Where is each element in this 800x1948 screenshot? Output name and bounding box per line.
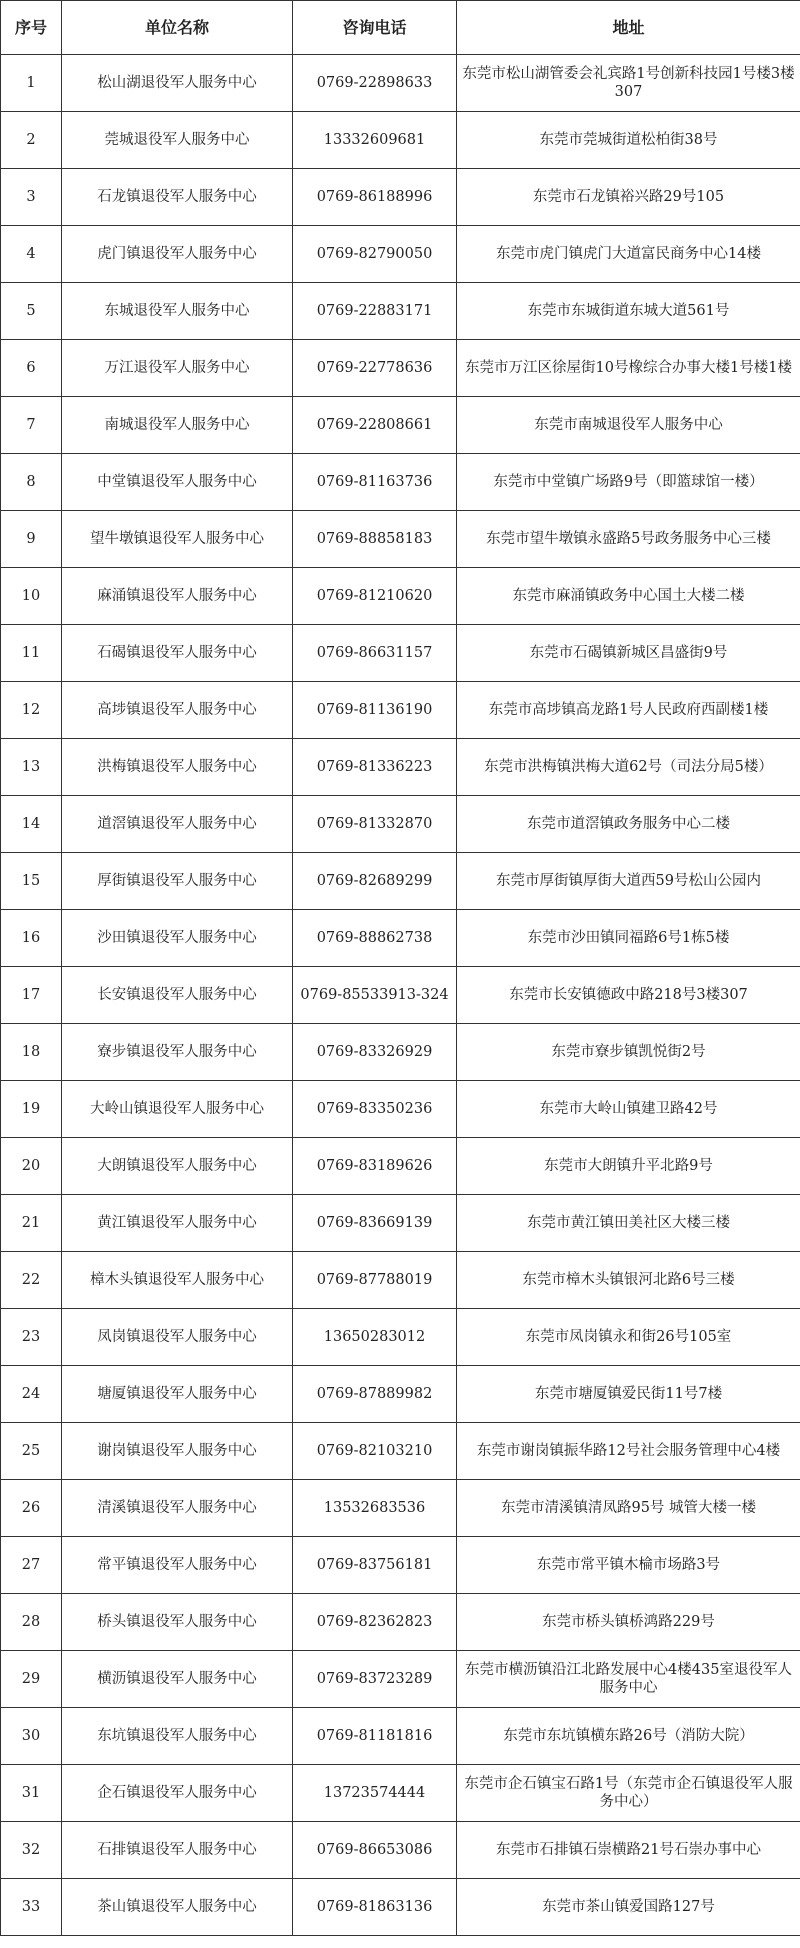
cell-unit-name: 清溪镇退役军人服务中心 <box>62 1480 293 1537</box>
cell-unit-name: 莞城退役军人服务中心 <box>62 112 293 169</box>
cell-index: 8 <box>1 454 62 511</box>
cell-index: 15 <box>1 853 62 910</box>
cell-phone: 0769-81336223 <box>293 739 457 796</box>
cell-address: 东莞市望牛墩镇永盛路5号政务服务中心三楼 <box>457 511 800 568</box>
cell-index: 3 <box>1 169 62 226</box>
table-row <box>1 1195 800 1252</box>
cell-phone: 0769-22778636 <box>293 340 457 397</box>
cell-unit-name: 沙田镇退役军人服务中心 <box>62 910 293 967</box>
cell-address: 东莞市大岭山镇建卫路42号 <box>457 1081 800 1138</box>
cell-unit-name: 寮步镇退役军人服务中心 <box>62 1024 293 1081</box>
cell-address: 东莞市茶山镇爱国路127号 <box>457 1879 800 1936</box>
cell-address: 东莞市大朗镇升平北路9号 <box>457 1138 800 1195</box>
cell-unit-name: 万江退役军人服务中心 <box>62 340 293 397</box>
cell-unit-name: 石碣镇退役军人服务中心 <box>62 625 293 682</box>
cell-address: 东莞市石排镇石崇横路21号石崇办事中心 <box>457 1822 800 1879</box>
header-phone: 咨询电话 <box>293 1 457 55</box>
cell-address: 东莞市莞城街道松柏街38号 <box>457 112 800 169</box>
cell-index: 10 <box>1 568 62 625</box>
cell-address: 东莞市虎门镇虎门大道富民商务中心14楼 <box>457 226 800 283</box>
cell-phone: 0769-83669139 <box>293 1195 457 1252</box>
cell-unit-name: 南城退役军人服务中心 <box>62 397 293 454</box>
cell-address: 东莞市桥头镇桥鸿路229号 <box>457 1594 800 1651</box>
table-row <box>1 169 800 226</box>
table-row <box>1 55 800 112</box>
table-row <box>1 340 800 397</box>
table-row <box>1 1765 800 1822</box>
table-row <box>1 967 800 1024</box>
cell-index: 2 <box>1 112 62 169</box>
table-row <box>1 739 800 796</box>
table-row <box>1 1651 800 1708</box>
table-row <box>1 454 800 511</box>
table-row <box>1 796 800 853</box>
cell-index: 25 <box>1 1423 62 1480</box>
cell-address: 东莞市樟木头镇银河北路6号三楼 <box>457 1252 800 1309</box>
cell-address: 东莞市沙田镇同福路6号1栋5楼 <box>457 910 800 967</box>
cell-unit-name: 石龙镇退役军人服务中心 <box>62 169 293 226</box>
cell-phone: 0769-22898633 <box>293 55 457 112</box>
cell-address: 东莞市洪梅镇洪梅大道62号（司法分局5楼） <box>457 739 800 796</box>
table-row <box>1 1252 800 1309</box>
cell-address: 东莞市横沥镇沿江北路发展中心4楼435室退役军人服务中心 <box>457 1651 800 1708</box>
cell-unit-name: 企石镇退役军人服务中心 <box>62 1765 293 1822</box>
cell-phone: 0769-88858183 <box>293 511 457 568</box>
cell-index: 11 <box>1 625 62 682</box>
cell-address: 东莞市麻涌镇政务中心国土大楼二楼 <box>457 568 800 625</box>
cell-index: 13 <box>1 739 62 796</box>
cell-phone: 0769-85533913-324 <box>293 967 457 1024</box>
cell-unit-name: 石排镇退役军人服务中心 <box>62 1822 293 1879</box>
cell-phone: 0769-87889982 <box>293 1366 457 1423</box>
cell-index: 27 <box>1 1537 62 1594</box>
cell-index: 16 <box>1 910 62 967</box>
cell-index: 6 <box>1 340 62 397</box>
table-row <box>1 1423 800 1480</box>
cell-phone: 0769-22883171 <box>293 283 457 340</box>
cell-unit-name: 常平镇退役军人服务中心 <box>62 1537 293 1594</box>
cell-phone: 0769-82689299 <box>293 853 457 910</box>
cell-phone: 0769-81863136 <box>293 1879 457 1936</box>
cell-phone: 13532683536 <box>293 1480 457 1537</box>
cell-unit-name: 大岭山镇退役军人服务中心 <box>62 1081 293 1138</box>
cell-index: 9 <box>1 511 62 568</box>
cell-unit-name: 大朗镇退役军人服务中心 <box>62 1138 293 1195</box>
table-row <box>1 397 800 454</box>
cell-index: 19 <box>1 1081 62 1138</box>
cell-unit-name: 长安镇退役军人服务中心 <box>62 967 293 1024</box>
table-row <box>1 112 800 169</box>
cell-address: 东莞市企石镇宝石路1号（东莞市企石镇退役军人服务中心） <box>457 1765 800 1822</box>
table-row <box>1 283 800 340</box>
cell-address: 东莞市万江区徐屋街10号橡综合办事大楼1号楼1楼 <box>457 340 800 397</box>
cell-index: 23 <box>1 1309 62 1366</box>
cell-index: 28 <box>1 1594 62 1651</box>
cell-unit-name: 麻涌镇退役军人服务中心 <box>62 568 293 625</box>
cell-address: 东莞市东城街道东城大道561号 <box>457 283 800 340</box>
cell-phone: 0769-87788019 <box>293 1252 457 1309</box>
cell-address: 东莞市东坑镇横东路26号（消防大院） <box>457 1708 800 1765</box>
table-row <box>1 1879 800 1936</box>
cell-index: 30 <box>1 1708 62 1765</box>
cell-address: 东莞市高埗镇高龙路1号人民政府西副楼1楼 <box>457 682 800 739</box>
cell-unit-name: 中堂镇退役军人服务中心 <box>62 454 293 511</box>
header-address: 地址 <box>457 1 800 55</box>
cell-address: 东莞市道滘镇政务服务中心二楼 <box>457 796 800 853</box>
table-row <box>1 1594 800 1651</box>
table-row <box>1 1138 800 1195</box>
cell-unit-name: 樟木头镇退役军人服务中心 <box>62 1252 293 1309</box>
header-index: 序号 <box>1 1 62 55</box>
cell-address: 东莞市松山湖管委会礼宾路1号创新科技园1号楼3楼307 <box>457 55 800 112</box>
cell-address: 东莞市石龙镇裕兴路29号105 <box>457 169 800 226</box>
cell-phone: 13723574444 <box>293 1765 457 1822</box>
table-row <box>1 1480 800 1537</box>
cell-index: 20 <box>1 1138 62 1195</box>
cell-address: 东莞市寮步镇凯悦街2号 <box>457 1024 800 1081</box>
cell-phone: 0769-82790050 <box>293 226 457 283</box>
cell-index: 21 <box>1 1195 62 1252</box>
cell-address: 东莞市清溪镇清凤路95号 城管大楼一楼 <box>457 1480 800 1537</box>
table-row <box>1 226 800 283</box>
table-row <box>1 1366 800 1423</box>
cell-unit-name: 望牛墩镇退役军人服务中心 <box>62 511 293 568</box>
cell-index: 4 <box>1 226 62 283</box>
table-row <box>1 910 800 967</box>
cell-unit-name: 塘厦镇退役军人服务中心 <box>62 1366 293 1423</box>
cell-unit-name: 道滘镇退役军人服务中心 <box>62 796 293 853</box>
cell-index: 1 <box>1 55 62 112</box>
table-row <box>1 1081 800 1138</box>
cell-unit-name: 谢岗镇退役军人服务中心 <box>62 1423 293 1480</box>
cell-unit-name: 东坑镇退役军人服务中心 <box>62 1708 293 1765</box>
cell-address: 东莞市中堂镇广场路9号（即篮球馆一楼） <box>457 454 800 511</box>
cell-phone: 13332609681 <box>293 112 457 169</box>
cell-phone: 0769-81136190 <box>293 682 457 739</box>
cell-phone: 0769-82103210 <box>293 1423 457 1480</box>
cell-index: 5 <box>1 283 62 340</box>
cell-phone: 0769-88862738 <box>293 910 457 967</box>
cell-phone: 0769-81332870 <box>293 796 457 853</box>
cell-phone: 0769-81181816 <box>293 1708 457 1765</box>
table-row <box>1 1024 800 1081</box>
cell-index: 26 <box>1 1480 62 1537</box>
header-unit-name: 单位名称 <box>62 1 293 55</box>
cell-unit-name: 黄江镇退役军人服务中心 <box>62 1195 293 1252</box>
table-row <box>1 682 800 739</box>
cell-address: 东莞市长安镇德政中路218号3楼307 <box>457 967 800 1024</box>
cell-unit-name: 茶山镇退役军人服务中心 <box>62 1879 293 1936</box>
cell-index: 22 <box>1 1252 62 1309</box>
cell-phone: 0769-83326929 <box>293 1024 457 1081</box>
table-row <box>1 1708 800 1765</box>
table-row <box>1 853 800 910</box>
header-row <box>1 1 800 55</box>
cell-address: 东莞市厚街镇厚街大道西59号松山公园内 <box>457 853 800 910</box>
cell-index: 31 <box>1 1765 62 1822</box>
cell-unit-name: 桥头镇退役军人服务中心 <box>62 1594 293 1651</box>
cell-address: 东莞市常平镇木棆市场路3号 <box>457 1537 800 1594</box>
cell-phone: 0769-81210620 <box>293 568 457 625</box>
cell-phone: 0769-22808661 <box>293 397 457 454</box>
table-row <box>1 1537 800 1594</box>
cell-index: 17 <box>1 967 62 1024</box>
cell-index: 24 <box>1 1366 62 1423</box>
cell-index: 29 <box>1 1651 62 1708</box>
cell-unit-name: 厚街镇退役军人服务中心 <box>62 853 293 910</box>
cell-index: 12 <box>1 682 62 739</box>
table-row <box>1 1309 800 1366</box>
cell-address: 东莞市塘厦镇爱民街11号7楼 <box>457 1366 800 1423</box>
cell-index: 14 <box>1 796 62 853</box>
table-row <box>1 625 800 682</box>
cell-address: 东莞市南城退役军人服务中心 <box>457 397 800 454</box>
cell-index: 32 <box>1 1822 62 1879</box>
cell-address: 东莞市谢岗镇振华路12号社会服务管理中心4楼 <box>457 1423 800 1480</box>
table-row <box>1 568 800 625</box>
cell-unit-name: 横沥镇退役军人服务中心 <box>62 1651 293 1708</box>
cell-phone: 0769-83723289 <box>293 1651 457 1708</box>
cell-index: 7 <box>1 397 62 454</box>
cell-unit-name: 虎门镇退役军人服务中心 <box>62 226 293 283</box>
cell-phone: 0769-82362823 <box>293 1594 457 1651</box>
cell-unit-name: 洪梅镇退役军人服务中心 <box>62 739 293 796</box>
cell-phone: 0769-83189626 <box>293 1138 457 1195</box>
cell-unit-name: 凤岗镇退役军人服务中心 <box>62 1309 293 1366</box>
table-body <box>1 55 800 1936</box>
cell-phone: 13650283012 <box>293 1309 457 1366</box>
cell-address: 东莞市石碣镇新城区昌盛街9号 <box>457 625 800 682</box>
cell-unit-name: 东城退役军人服务中心 <box>62 283 293 340</box>
cell-phone: 0769-83350236 <box>293 1081 457 1138</box>
cell-phone: 0769-86631157 <box>293 625 457 682</box>
cell-phone: 0769-86653086 <box>293 1822 457 1879</box>
cell-unit-name: 高埗镇退役军人服务中心 <box>62 682 293 739</box>
cell-index: 18 <box>1 1024 62 1081</box>
cell-index: 33 <box>1 1879 62 1936</box>
table-row <box>1 1822 800 1879</box>
cell-phone: 0769-81163736 <box>293 454 457 511</box>
cell-unit-name: 松山湖退役军人服务中心 <box>62 55 293 112</box>
cell-address: 东莞市凤岗镇永和街26号105室 <box>457 1309 800 1366</box>
cell-phone: 0769-83756181 <box>293 1537 457 1594</box>
cell-phone: 0769-86188996 <box>293 169 457 226</box>
cell-address: 东莞市黄江镇田美社区大楼三楼 <box>457 1195 800 1252</box>
table-row <box>1 511 800 568</box>
